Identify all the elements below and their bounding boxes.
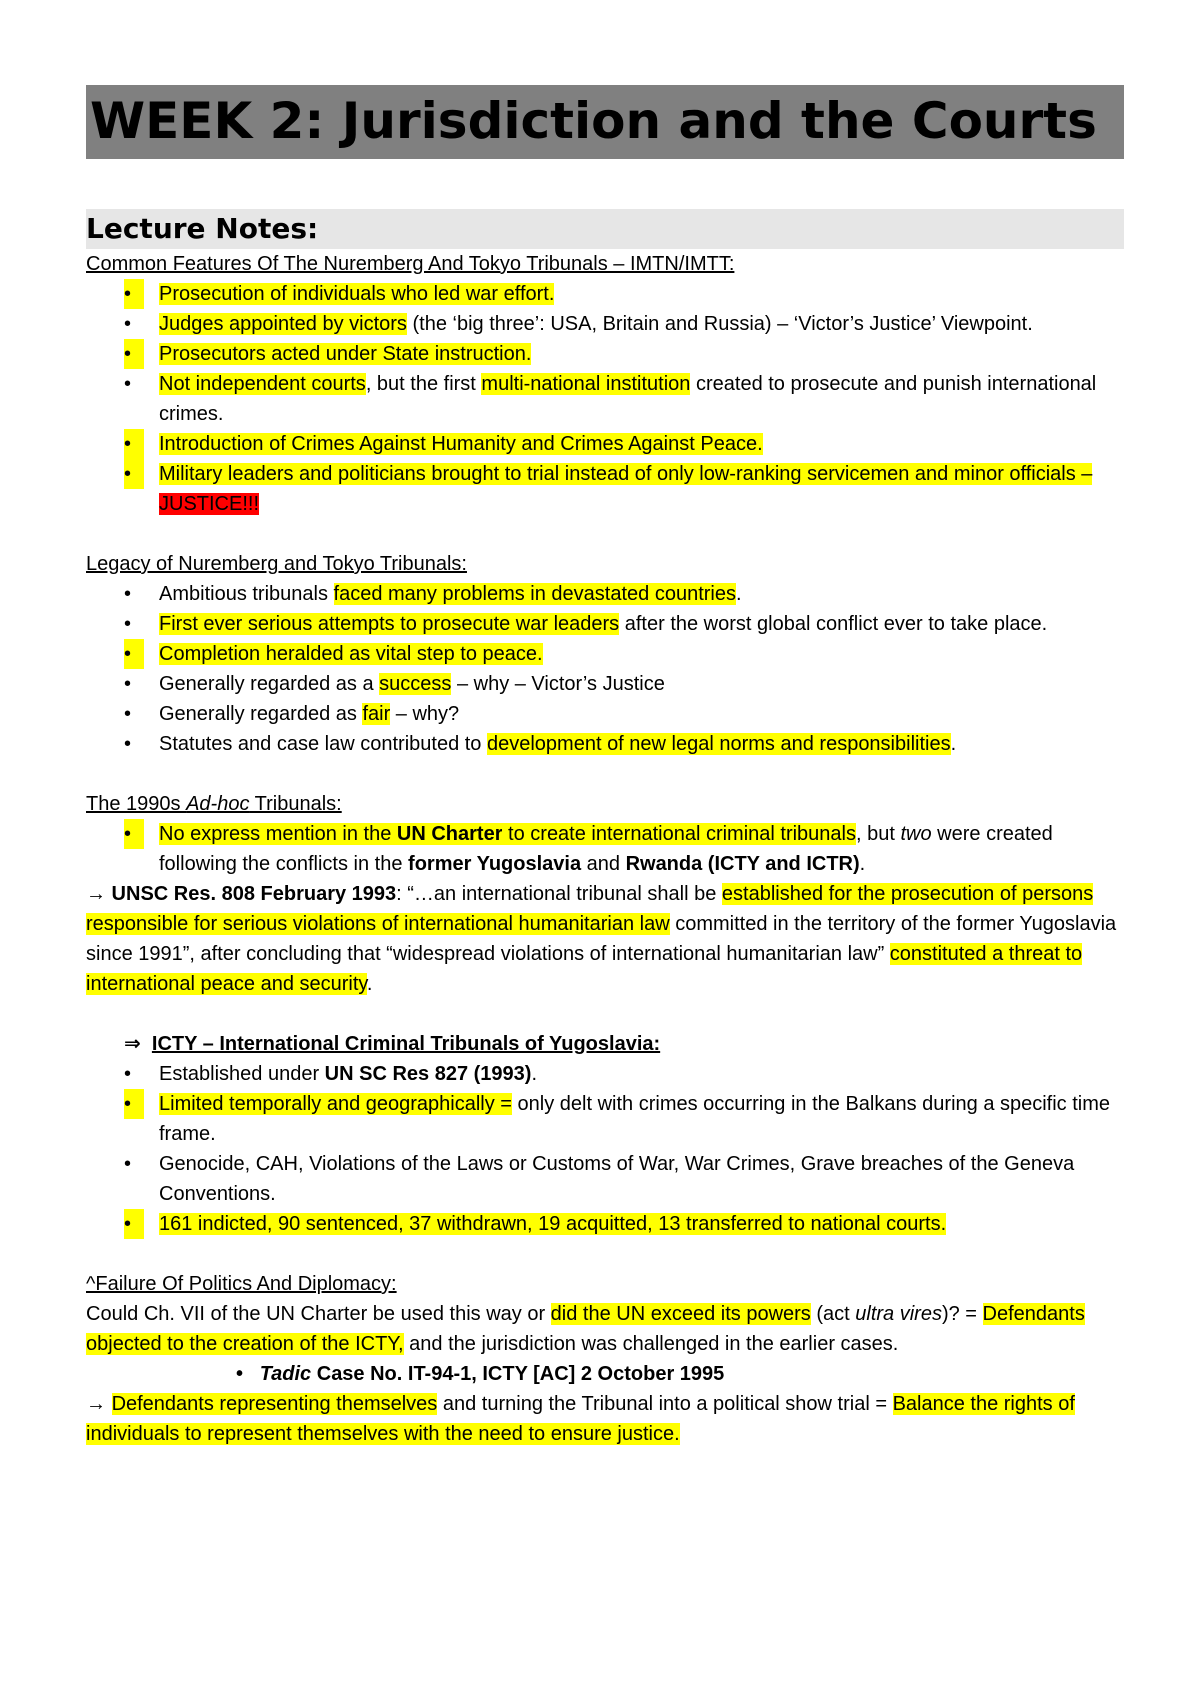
list-item: • No express mention in the UN Charter to create international criminal tribunals, but two were created following the conflicts in the former Yugoslavia and Rwanda (ICTY and ICTR). xyxy=(86,819,1124,879)
bullet: • xyxy=(124,429,144,459)
bullet: • xyxy=(124,583,132,605)
list-item: • Completion heralded as vital step to peace. xyxy=(86,639,1124,669)
title-block xyxy=(86,85,1124,159)
heading-icty: ⇒ ICTY – International Criminal Tribunals of Yugoslavia: xyxy=(124,1033,661,1055)
defendants-paragraph: → Defendants representing themselves and turning the Tribunal into a political show trial = Balance the rights of individuals to represent themselves with the need to ensure justice. xyxy=(86,1393,1075,1445)
bullet: • xyxy=(124,703,132,725)
list-item: • First ever serious attempts to prosecute war leaders after the worst global conflict ever to take place. xyxy=(86,609,1124,639)
bullet: • xyxy=(124,373,132,395)
bullet: • xyxy=(124,279,144,309)
unsc-res-808-paragraph: → UNSC Res. 808 February 1993: “…an international tribunal shall be established for the prosecution of persons responsible for serious violations of international humanitarian law committed in the territory of the former Yugoslavia since 1991”, after concluding that “widespread violations of international humanitarian law” constituted a threat to international peace and security. xyxy=(86,883,1117,995)
list-item: • Generally regarded as a success – why – Victor’s Justice xyxy=(86,669,1124,699)
document-body xyxy=(86,249,1124,1449)
list-legacy xyxy=(86,579,1124,759)
list-item: • Limited temporally and geographically = only delt with crimes occurring in the Balkans during a specific time frame. xyxy=(86,1089,1124,1149)
subtitle-block xyxy=(86,209,1124,249)
list-item: • Introduction of Crimes Against Humanity and Crimes Against Peace. xyxy=(86,429,1124,459)
list-item: • Genocide, CAH, Violations of the Laws or Customs of War, War Crimes, Grave breaches of the Geneva Conventions. xyxy=(86,1149,1124,1209)
bullet: • xyxy=(124,339,144,369)
document-page xyxy=(86,85,1124,1449)
list-item: • Not independent courts, but the first multi-national institution created to prosecute and punish international crimes. xyxy=(86,369,1124,429)
bullet: • xyxy=(124,1209,144,1239)
list-item: • Prosecution of individuals who led war effort. xyxy=(86,279,1124,309)
list-item: • Ambitious tribunals faced many problems in devastated countries. xyxy=(86,579,1124,609)
heading-legacy: Legacy of Nuremberg and Tokyo Tribunals: xyxy=(86,553,467,575)
page-title: WEEK 2: Jurisdiction and the Courts xyxy=(90,92,1097,150)
bullet: • xyxy=(124,733,132,755)
section-subtitle: Lecture Notes: xyxy=(86,212,319,245)
list-icty xyxy=(86,1059,1124,1239)
bullet: • xyxy=(124,1089,144,1119)
list-item: • Judges appointed by victors (the ‘big three’: USA, Britain and Russia) – ‘Victor’s Justice’ Viewpoint. xyxy=(86,309,1124,339)
list-item: • 161 indicted, 90 sentenced, 37 withdrawn, 19 acquitted, 13 transferred to national courts. xyxy=(86,1209,1124,1239)
bullet: • xyxy=(124,673,132,695)
bullet: • xyxy=(124,1153,132,1175)
list-item: • Established under UN SC Res 827 (1993). xyxy=(86,1059,1124,1089)
bullet: • xyxy=(236,1363,244,1385)
bullet: • xyxy=(124,459,144,489)
bullet: • xyxy=(124,613,132,635)
heading-ad-hoc-tribunals: The 1990s Ad-hoc Tribunals: xyxy=(86,793,342,815)
list-ad-hoc xyxy=(86,819,1124,879)
bullet: • xyxy=(124,819,144,849)
heading-failure-politics: ^Failure Of Politics And Diplomacy: xyxy=(86,1273,397,1295)
list-item: • Prosecutors acted under State instruction. xyxy=(86,339,1124,369)
list-common-features xyxy=(86,279,1124,519)
list-item: • Generally regarded as fair – why? xyxy=(86,699,1124,729)
ch-vii-paragraph: Could Ch. VII of the UN Charter be used this way or did the UN exceed its powers (act ultra vires)? = Defendants objected to the creation of the ICTY, and the jurisdiction was challenged in the earlier cases. xyxy=(86,1303,1085,1355)
heading-common-features: Common Features Of The Nuremberg And Tokyo Tribunals – IMTN/IMTT: xyxy=(86,253,735,275)
bullet: • xyxy=(124,1063,132,1085)
list-item: • Military leaders and politicians brought to trial instead of only low-ranking servicemen and minor officials – JUSTICE!!! xyxy=(86,459,1124,519)
list-item: • Statutes and case law contributed to development of new legal norms and responsibilities. xyxy=(86,729,1124,759)
arrow-right-icon: → xyxy=(86,1393,106,1415)
bullet: • xyxy=(124,313,132,335)
tadic-case-citation: • Tadic Case No. IT-94-1, ICTY [AC] 2 October 1995 xyxy=(236,1363,725,1385)
bullet: • xyxy=(124,639,144,669)
arrow-right-icon: → xyxy=(86,883,106,905)
double-arrow-icon: ⇒ xyxy=(124,1033,141,1055)
